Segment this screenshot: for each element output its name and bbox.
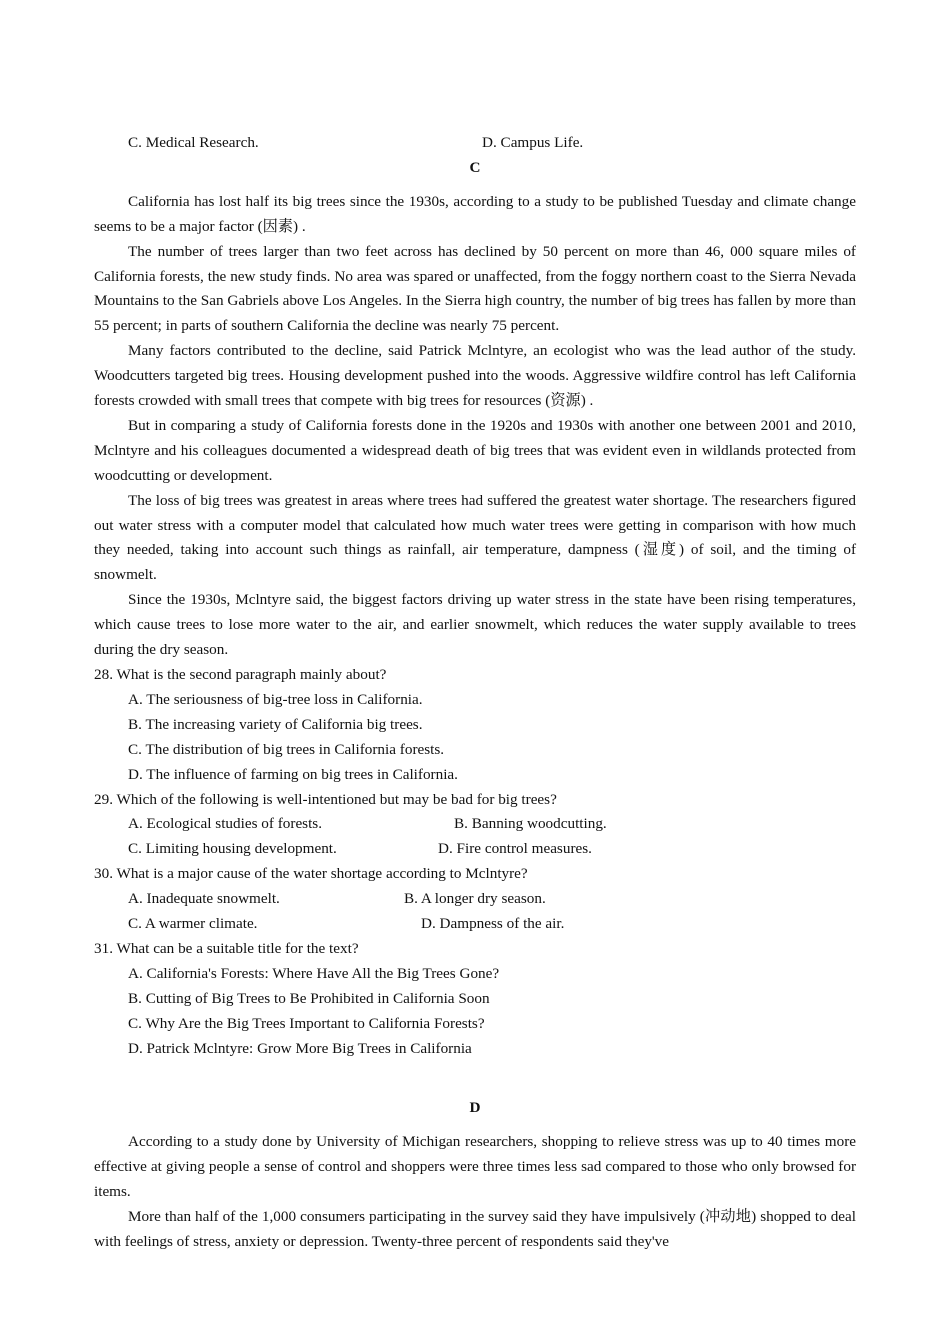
option-a: A. Inadequate snowmelt. bbox=[128, 890, 280, 908]
previous-question-options bbox=[94, 131, 856, 156]
options-row bbox=[94, 912, 856, 937]
question-31: 31. What can be a suitable title for the text? bbox=[94, 939, 359, 957]
option-c: C. Why Are the Big Trees Important to California Forests? bbox=[128, 1014, 485, 1032]
option-c: C. Medical Research. bbox=[128, 134, 259, 151]
option-d: D. Fire control measures. bbox=[438, 840, 592, 858]
option-a: A. Ecological studies of forests. bbox=[128, 815, 323, 833]
option-b: B. The increasing variety of California big trees. bbox=[128, 715, 423, 733]
paragraph: But in comparing a study of California forests done in the 1920s and 1930s with another one between 2001 and 2010, Mclntyre and his colleagues documented a widespread death of big trees that was evident even in wildlands protected from woodcutting or development. bbox=[94, 416, 856, 484]
option-d: D. The influence of farming on big trees in California. bbox=[128, 765, 458, 783]
option-b: B. Banning woodcutting. bbox=[454, 815, 607, 833]
paragraph: The loss of big trees was greatest in areas where trees had suffered the greatest water shortage. The researchers figured out water stress with a computer model that calculated how much water trees were getting in comparison with how much they needed, taking into account such things as rainfall, air temperature, dampness (湿度) of soil, and the timing of snowmelt. bbox=[94, 491, 856, 584]
paragraph: The number of trees larger than two feet across has declined by 50 percent on more than 46, 000 square miles of California forests, the new study finds. No area was spared or unaffected, from the foggy northern coast to the Sierra Nevada Mountains to the San Gabriels above Los Angeles. In the Sierra high country, the number of big trees has fallen by more than 55 percent; in parts of southern California the decline was nearly 75 percent. bbox=[94, 242, 856, 335]
section-heading-d: D bbox=[469, 1099, 481, 1117]
option-c: C. Limiting housing development. bbox=[128, 840, 337, 858]
option-c: C. A warmer climate. bbox=[128, 915, 258, 933]
options-row bbox=[94, 812, 856, 837]
option-b: B. Cutting of Big Trees to Be Prohibited in California Soon bbox=[128, 989, 490, 1007]
option-d: D. Campus Life. bbox=[482, 134, 584, 151]
option-d: D. Patrick Mclntyre: Grow More Big Trees in California bbox=[128, 1039, 472, 1057]
option-a: A. The seriousness of big-tree loss in California. bbox=[128, 690, 423, 708]
options-row bbox=[94, 837, 856, 862]
option-d: D. Dampness of the air. bbox=[421, 915, 565, 933]
option-b: B. A longer dry season. bbox=[404, 890, 546, 908]
question-30: 30. What is a major cause of the water shortage according to Mclntyre? bbox=[94, 865, 528, 883]
paragraph: More than half of the 1,000 consumers participating in the survey said they have impulsively (冲动地) shopped to deal with feelings of stress, anxiety or depression. Twenty-three percent of respondents said they've bbox=[94, 1208, 856, 1250]
option-c: C. The distribution of big trees in California forests. bbox=[128, 740, 445, 758]
paragraph: Since the 1930s, Mclntyre said, the biggest factors driving up water stress in the state have been rising temperatures, which cause trees to lose more water to the air, and earlier snowmelt, which reduces the water supply available to trees during the dry season. bbox=[94, 591, 856, 659]
option-a: A. California's Forests: Where Have All the Big Trees Gone? bbox=[128, 964, 500, 982]
paragraph: California has lost half its big trees since the 1930s, according to a study to be published Tuesday and climate change seems to be a major factor (因素) . bbox=[94, 192, 856, 235]
section-heading-c: C bbox=[469, 158, 481, 176]
options-row bbox=[94, 887, 856, 912]
paragraph: According to a study done by University of Michigan researchers, shopping to relieve stress was up to 40 times more effective at giving people a sense of control and shoppers were three times less sad compared to those who only browsed for items. bbox=[94, 1133, 856, 1201]
question-28: 28. What is the second paragraph mainly about? bbox=[94, 666, 387, 684]
paragraph: Many factors contributed to the decline, said Patrick Mclntyre, an ecologist who was the lead author of the study. Woodcutters targeted big trees. Housing development pushed into the woods. Aggressive wildfire control has left California forests crowded with small trees that compete with big trees for resources (资源) . bbox=[94, 342, 856, 410]
document-page bbox=[94, 131, 856, 1255]
question-29: 29. Which of the following is well-intentioned but may be bad for big trees? bbox=[94, 790, 557, 808]
